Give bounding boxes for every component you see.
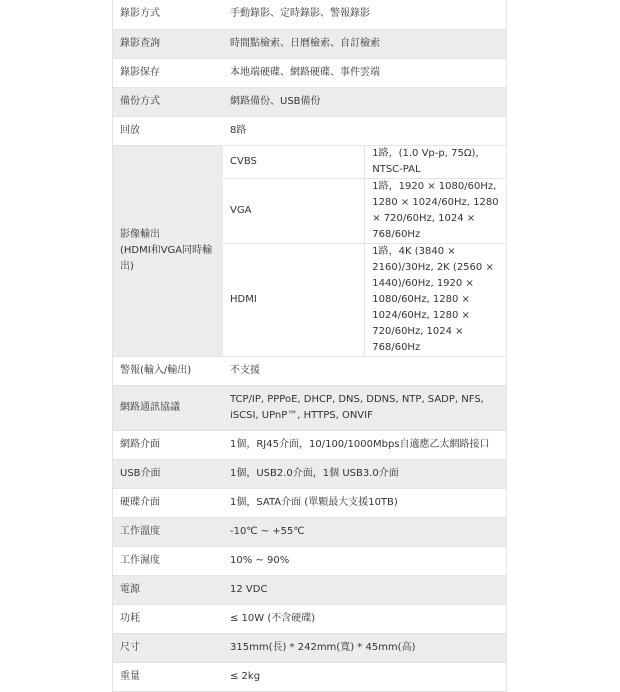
- spec-value: 12 VDC: [223, 575, 507, 604]
- spec-label: 回放: [113, 116, 224, 145]
- spec-row-network-interface: [113, 430, 507, 459]
- video-output-type: CVBS: [223, 145, 365, 178]
- spec-row-operating-humidity: [113, 546, 507, 575]
- spec-row-video-output-cvbs: [113, 145, 507, 178]
- spec-value: ≤ 2kg: [223, 662, 507, 691]
- spec-value: ≤ 10W (不含硬碟): [223, 604, 507, 633]
- spec-row-record-storage: [113, 58, 507, 87]
- spec-row-alarm: [113, 356, 507, 385]
- video-output-type: HDMI: [223, 243, 365, 356]
- spec-value: 手動錄影、定時錄影、警報錄影: [223, 0, 507, 29]
- spec-value: 10% ~ 90%: [223, 546, 507, 575]
- spec-label: 錄影方式: [113, 0, 224, 29]
- spec-row-record-mode: [113, 0, 507, 29]
- spec-table: [112, 0, 507, 692]
- spec-label: 網路介面: [113, 430, 224, 459]
- spec-label: 功耗: [113, 604, 224, 633]
- spec-row-power-consumption: [113, 604, 507, 633]
- spec-row-usb-interface: [113, 459, 507, 488]
- spec-value: 1個，RJ45介面，10/100/1000Mbps自適應乙太網路接口: [223, 430, 507, 459]
- spec-row-operating-temperature: [113, 517, 507, 546]
- spec-label: 警報(輸入/輸出): [113, 356, 224, 385]
- spec-row-record-search: [113, 29, 507, 58]
- spec-row-playback: [113, 116, 507, 145]
- spec-label: 工作濕度: [113, 546, 224, 575]
- spec-row-backup: [113, 87, 507, 116]
- spec-value: TCP/IP, PPPoE, DHCP, DNS, DDNS, NTP, SADP, NFS, iSCSI, UPnP™, HTTPS, ONVIF: [223, 385, 507, 430]
- spec-label: 錄影查詢: [113, 29, 224, 58]
- spec-label: 電源: [113, 575, 224, 604]
- spec-value: -10℃ ~ +55℃: [223, 517, 507, 546]
- video-output-value: 1路，4K (3840 × 2160)/30Hz, 2K (2560 × 1440)/60Hz, 1920 × 1080/60Hz, 1280 × 1024/60Hz, 1280 × 720/60Hz, 1024 × 768/60Hz: [365, 243, 507, 356]
- spec-row-dimensions: [113, 633, 507, 662]
- spec-label: 備份方式: [113, 87, 224, 116]
- video-output-type: VGA: [223, 178, 365, 243]
- spec-value: 不支援: [223, 356, 507, 385]
- spec-value: 時間點檢索、日曆檢索、自訂檢索: [223, 29, 507, 58]
- spec-value: 8路: [223, 116, 507, 145]
- spec-label: 工作溫度: [113, 517, 224, 546]
- spec-value: 網路備份、USB備份: [223, 87, 507, 116]
- spec-value: 1個，USB2.0介面，1個 USB3.0介面: [223, 459, 507, 488]
- spec-value: 本地端硬碟、網路硬碟、事件雲端: [223, 58, 507, 87]
- spec-row-power-supply: [113, 575, 507, 604]
- spec-row-network-protocol: [113, 385, 507, 430]
- spec-label: 錄影保存: [113, 58, 224, 87]
- video-output-value: 1路，1920 × 1080/60Hz, 1280 × 1024/60Hz, 1280 × 720/60Hz, 1024 × 768/60Hz: [365, 178, 507, 243]
- spec-label: USB介面: [113, 459, 224, 488]
- spec-row-hdd-interface: [113, 488, 507, 517]
- spec-label: 網路通訊協議: [113, 385, 224, 430]
- video-output-value: 1路，(1.0 Vp-p, 75Ω)，NTSC-PAL: [365, 145, 507, 178]
- spec-label: 硬碟介面: [113, 488, 224, 517]
- spec-label: 重量: [113, 662, 224, 691]
- spec-value: 1個，SATA介面 (單顆最大支援10TB): [223, 488, 507, 517]
- spec-value: 315mm(長) * 242mm(寬) * 45mm(高): [223, 633, 507, 662]
- spec-row-weight: [113, 662, 507, 691]
- video-output-label: 影像輸出 (HDMI和VGA同時輸出): [113, 145, 224, 356]
- spec-label: 尺寸: [113, 633, 224, 662]
